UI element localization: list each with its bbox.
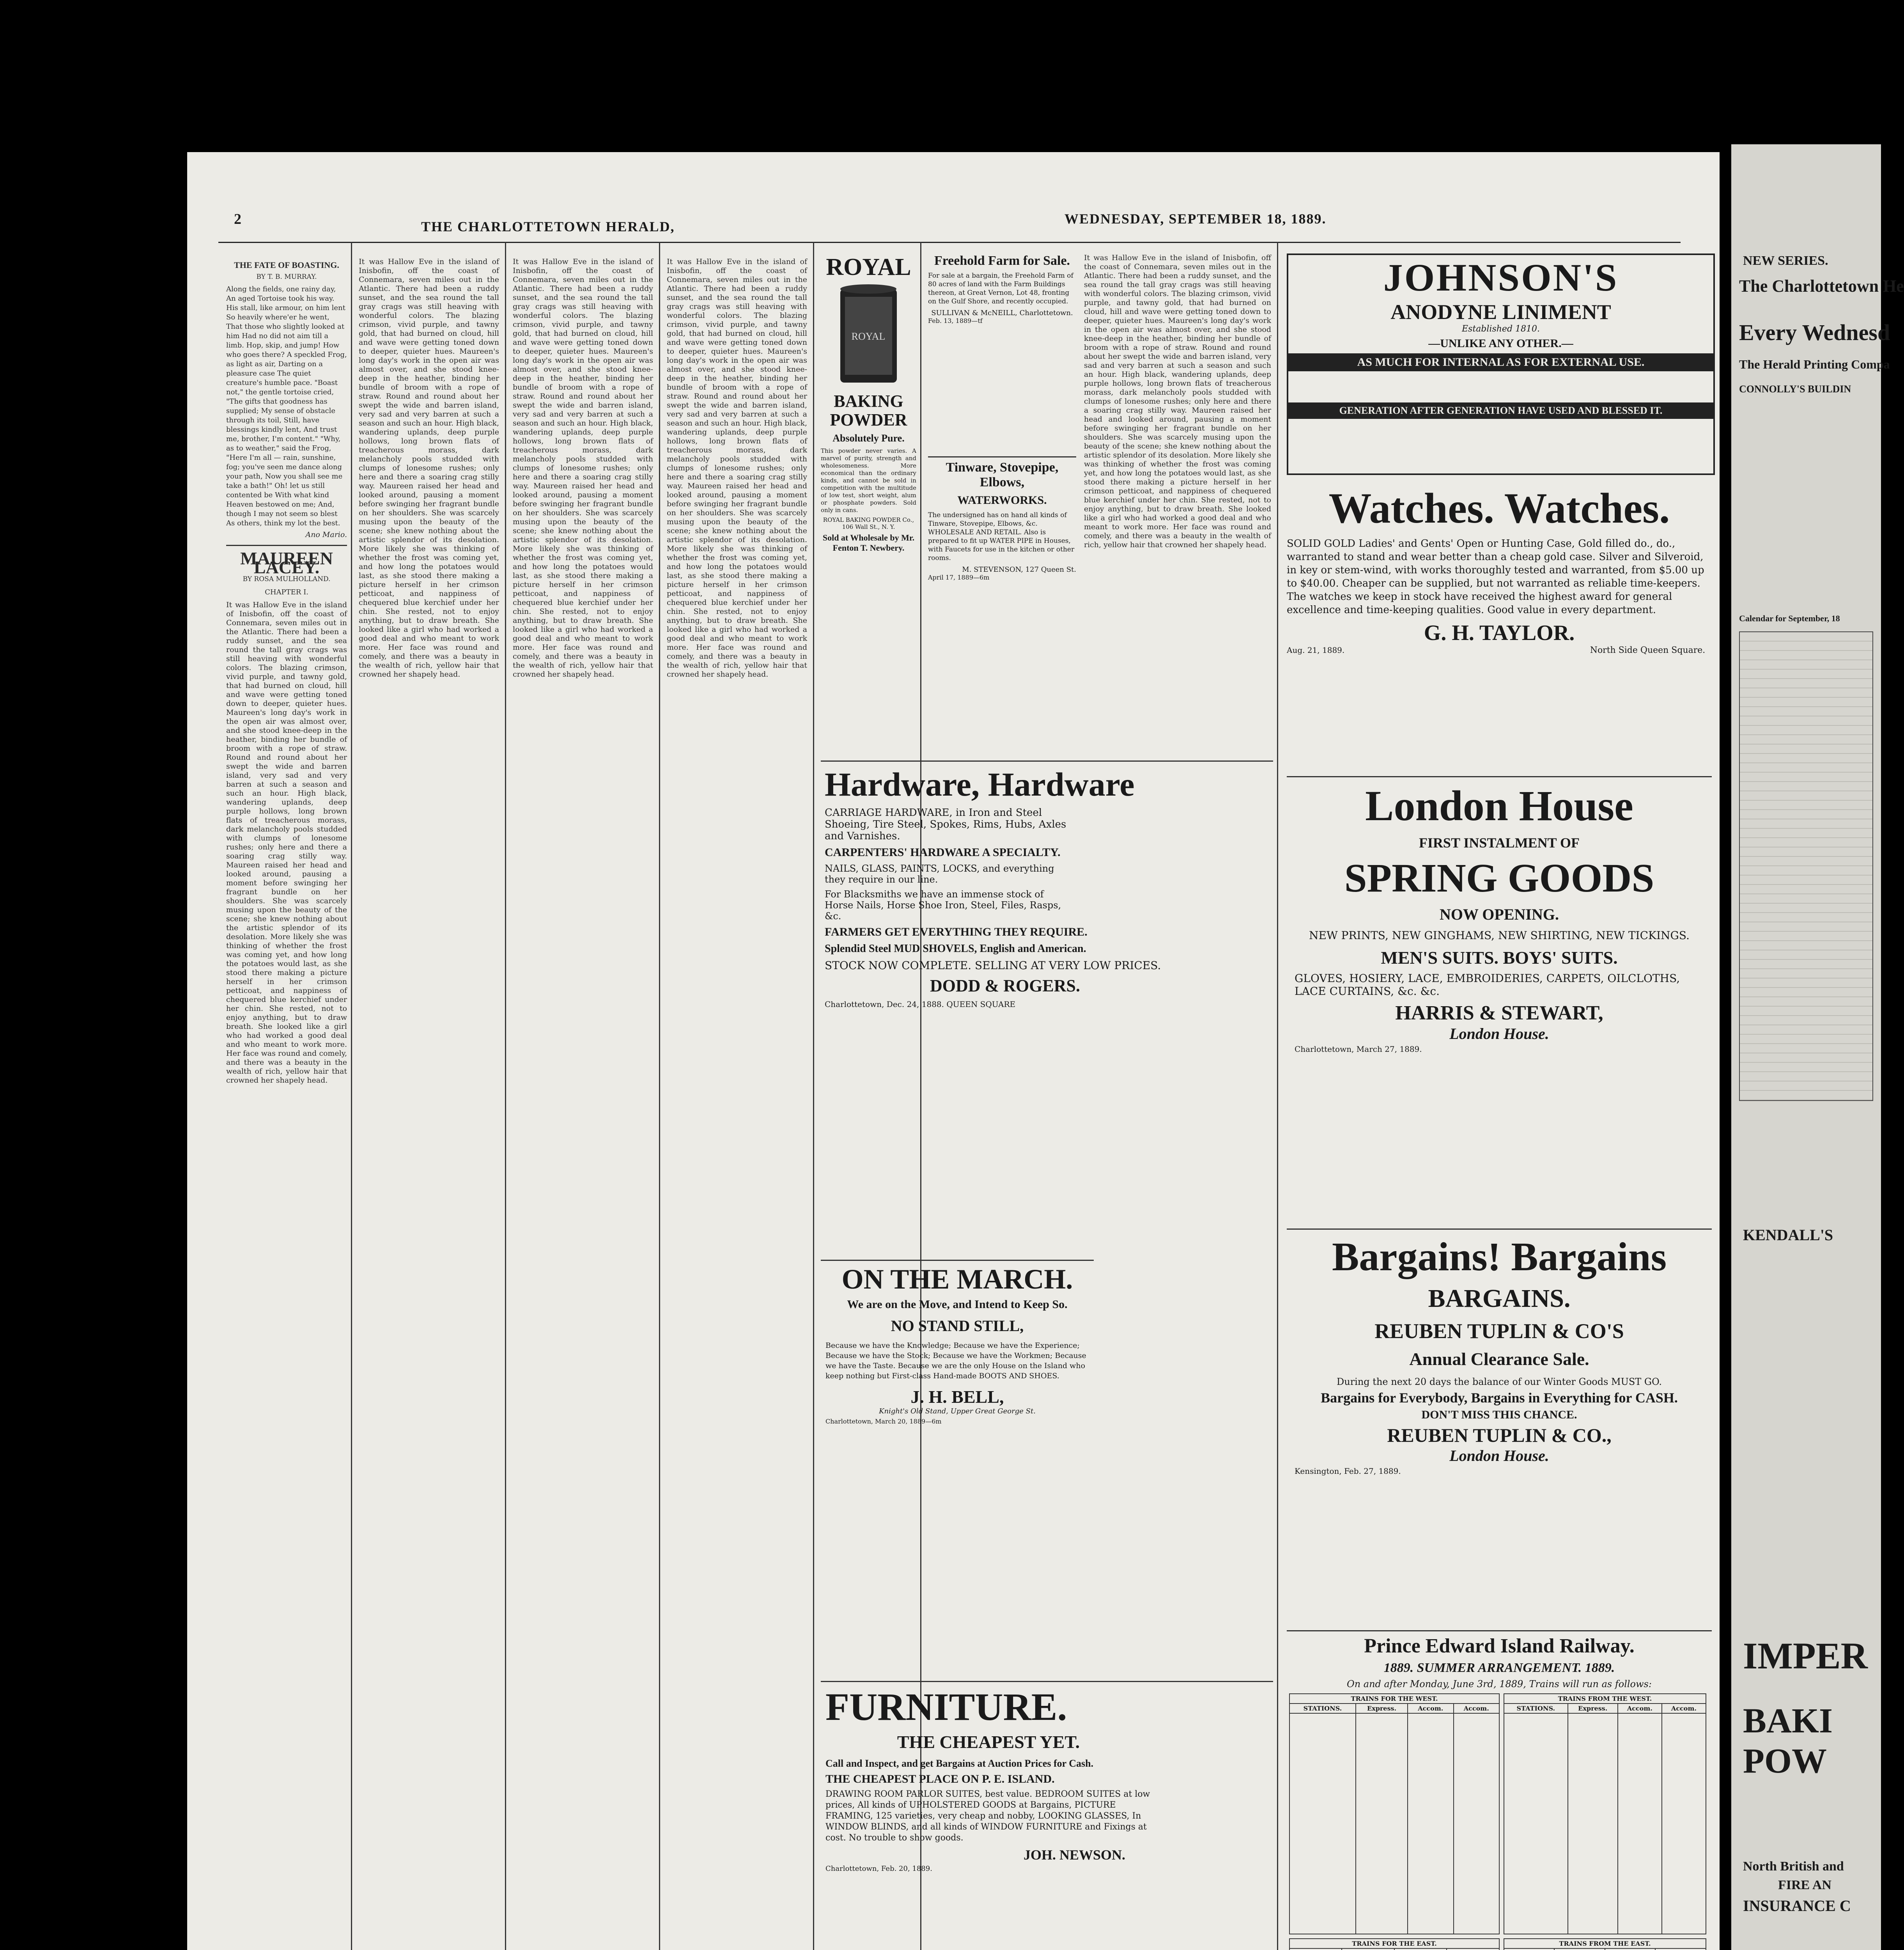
strip-line: INSURANCE C <box>1743 1897 1851 1915</box>
railway-table-west <box>1289 1693 1500 1934</box>
railway-sub: 1889. SUMMER ARRANGEMENT. 1889. <box>1383 1661 1615 1675</box>
furniture-title: FURNITURE. <box>825 1685 1067 1728</box>
bargains-firm: REUBEN TUPLIN & CO'S <box>1374 1319 1624 1343</box>
freehold-ad <box>928 254 1076 457</box>
table-body <box>1618 1713 1662 1934</box>
table-heading: TRAINS FROM THE WEST. <box>1504 1694 1706 1704</box>
royal-ad <box>821 254 916 753</box>
table-body <box>1504 1948 1554 1950</box>
hardware-line5: FARMERS GET EVERYTHING THEY REQUIRE. <box>825 925 1087 938</box>
furniture-sub3: THE CHEAPEST PLACE ON P. E. ISLAND. <box>825 1773 1055 1785</box>
furniture-sub: THE CHEAPEST YET. <box>897 1732 1080 1752</box>
col-header: Accom. <box>1408 1704 1453 1713</box>
johnson-tag: —UNLIKE ANY OTHER.— <box>1428 337 1573 350</box>
story-text: It was Hallow Eve in the island of Inisbofin, off the coast of Connemara, seven miles out in the Atlantic. There had been a ruddy sunset, and the sea round the tall gray crags was still heaving with wonderful colors. The blazing crimson, vivid purple, and tawny gold, that had burned on cloud, hill and wave were getting toned down to deeper, quieter hues. Maureen's long day's work in the open air was almost over, and she stood knee-deep in the heather, binding her bundle of broom with a rope of straw. Round and round about her swept the wide and barren island, very sad and very barren at such a season and such an hour. High black, wandering uplands, deep purple hollows, long brown flats of treacherous morass, dark melancholy pools studded with clumps of lonesome rushes; only here and there a soaring crag stilly way. Maureen raised her head and looked around, pausing a moment before swinging her fragrant bundle on her shoulders. She was scarcely musing upon the beauty of the scene; she knew nothing about the artistic splendor of its desolation. More likely she was thinking of whether the frost was coming yet, and how long the potatoes would last, as she stood there making a picture herself in her crimson petticoat, and nappiness of chequered blue kerchief under her chin. She rested, not to enjoy anything, but to draw breath. She looked like a girl who had worked a good deal and who meant to work more. Her face was round and comely, and there was a beauty in the wealth of rich, yellow hair that crowned her shapely head. <box>226 601 347 1085</box>
poem-text: Along the fields, one rainy day, An aged Tortoise took his way. His stall, like armour, on him lent So heavily where'er he went, That those who slightly looked at him Had no did not aim till a limb. Hop, skip, and jump! How who goes there? A speckled Frog, as light as air, Darting on a pleasure case The quiet creature's humble pace. "Boast not," the gentle tortoise cried, "The gifts that goodness has supplied; My sense of obstacle through its toil, Still, have blessings kindly lent, And trust me, brother, I'm content." "Why, as to weather," said the Frog, "Here I'm all — rain, sunshine, fog; you've seen me dance along your path, Now you shall see me take a bath!" Oh! let us still contented be With what kind Heaven bestowed on me; And, though I may not seem so blest As others, think my lot the best. <box>226 285 347 527</box>
svg-text:ROYAL: ROYAL <box>851 331 886 342</box>
hardware-line4: For Blacksmiths we have an immense stock of Horse Nails, Horse Shoe Iron, Steel, Files, Rasps, &c. <box>825 889 1061 922</box>
london-title: London House <box>1365 782 1633 830</box>
column-1 <box>226 257 347 1950</box>
london-big: SPRING GOODS <box>1344 856 1654 901</box>
royal-body: This powder never varies. A marvel of purity, strength and wholesomeness. More economical than the ordinary kinds, and cannot be sold in competition with the multitude of low test, short weight, alum or phosphate powders. Sold only in cans. <box>821 447 916 514</box>
column-3 <box>513 257 653 1950</box>
issue-date: WEDNESDAY, SEPTEMBER 18, 1889. <box>1064 211 1327 227</box>
royal-brand-bottom: BAKING POWDER <box>830 392 907 429</box>
divider <box>226 545 347 546</box>
table-heading: TRAINS FROM THE EAST. <box>1504 1939 1706 1948</box>
johnson-sub: ANODYNE LINIMENT <box>1390 300 1611 324</box>
freehold-body: For sale at a bargain, the Freehold Farm of 80 acres of land with the Farm Buildings thereon, at Great Vernon, Lot 48, fronting on the Gulf Shore, and recently occupied. <box>928 272 1073 305</box>
london-opening: NOW OPENING. <box>1440 906 1559 923</box>
railway-ad <box>1287 1630 1712 1950</box>
hardware-line2: CARPENTERS' HARDWARE A SPECIALTY. <box>825 846 1061 859</box>
watches-title: Watches. Watches. <box>1328 484 1670 532</box>
paper-name: THE CHARLOTTETOWN HERALD, <box>421 219 675 234</box>
strip-line: FIRE AN <box>1778 1878 1831 1892</box>
col-header: Accom. <box>1662 1704 1706 1713</box>
story-text-cont: It was Hallow Eve in the island of Inisbofin, off the coast of Connemara, seven miles out in the Atlantic. There had been a ruddy sunset, and the sea round the tall gray crags was still heaving with wonderful colors. The blazing crimson, vivid purple, and tawny gold, that had burned on cloud, hill and wave were getting toned down to deeper, quieter hues. Maureen's long day's work in the open air was almost over, and she stood knee-deep in the heather, binding her bundle of broom with a rope of straw. Round and round about her swept the wide and barren island, very sad and very barren at such a season and such an hour. High black, wandering uplands, deep purple hollows, long brown flats of treacherous morass, dark melancholy pools studded with clumps of lonesome rushes; only here and there a soaring crag stilly way. Maureen raised her head and looked around, pausing a moment before swinging her fragrant bundle on her shoulders. She was scarcely musing upon the beauty of the scene; she knew nothing about the artistic splendor of its desolation. More likely she was thinking of whether the frost was coming yet, and how long the potatoes would last, as she stood there making a picture herself in her crimson petticoat, and nappiness of chequered blue kerchief under her chin. She rested, not to enjoy anything, but to draw breath. She looked like a girl who had worked a good deal and who meant to work more. Her face was round and comely, and there was a beauty in the wealth of rich, yellow hair that crowned her shapely head. <box>667 257 807 679</box>
strip-line: KENDALL'S <box>1743 1226 1833 1244</box>
story-text-cont: It was Hallow Eve in the island of Inisbofin, off the coast of Connemara, seven miles out in the Atlantic. There had been a ruddy sunset, and the sea round the tall gray crags was still heaving with wonderful colors. The blazing crimson, vivid purple, and tawny gold, that had burned on cloud, hill and wave were getting toned down to deeper, quieter hues. Maureen's long day's work in the open air was almost over, and she stood knee-deep in the heather, binding her bundle of broom with a rope of straw. Round and round about her swept the wide and barren island, very sad and very barren at such a season and such an hour. High black, wandering uplands, deep purple hollows, long brown flats of treacherous morass, dark melancholy pools studded with clumps of lonesome rushes; only here and there a soaring crag stilly way. Maureen raised her head and looked around, pausing a moment before swinging her fragrant bundle on her shoulders. She was scarcely musing upon the beauty of the scene; she knew nothing about the artistic splendor of its desolation. More likely she was thinking of whether the frost was coming yet, and how long the potatoes would last, as she stood there making a picture herself in her crimson petticoat, and nappiness of chequered blue kerchief under her chin. She rested, not to enjoy anything, but to draw breath. She looked like a girl who had worked a good deal and who meant to work more. Her face was round and comely, and there was a beauty in the wealth of rich, yellow hair that crowned her shapely head. <box>1084 254 1271 549</box>
watches-ad <box>1287 484 1712 768</box>
col-header: Accom. <box>1618 1704 1662 1713</box>
table-body <box>1342 1948 1394 1950</box>
story-text-cont: It was Hallow Eve in the island of Inisbofin, off the coast of Connemara, seven miles out in the Atlantic. There had been a ruddy sunset, and the sea round the tall gray crags was still heaving with wonderful colors. The blazing crimson, vivid purple, and tawny gold, that had burned on cloud, hill and wave were getting toned down to deeper, quieter hues. Maureen's long day's work in the open air was almost over, and she stood knee-deep in the heather, binding her bundle of broom with a rope of straw. Round and round about her swept the wide and barren island, very sad and very barren at such a season and such an hour. High black, wandering uplands, deep purple hollows, long brown flats of treacherous morass, dark melancholy pools studded with clumps of lonesome rushes; only here and there a soaring crag stilly way. Maureen raised her head and looked around, pausing a moment before swinging her fragrant bundle on her shoulders. She was scarcely musing upon the beauty of the scene; she knew nothing about the artistic splendor of its desolation. More likely she was thinking of whether the frost was coming yet, and how long the potatoes would last, as she stood there making a picture herself in her crimson petticoat, and nappiness of chequered blue kerchief under her chin. She rested, not to enjoy anything, but to draw breath. She looked like a girl who had worked a good deal and who meant to work more. Her face was round and comely, and there was a beauty in the wealth of rich, yellow hair that crowned her shapely head. <box>359 257 499 679</box>
page-number: 2 <box>234 211 241 227</box>
watches-place: North Side Queen Square. <box>1590 645 1706 655</box>
story-author: BY ROSA MULHOLLAND. <box>243 575 331 583</box>
tinware-date: April 17, 1889—6m <box>928 574 990 581</box>
furniture-date: Charlottetown, Feb. 20, 1889. <box>825 1865 932 1873</box>
tinware-signer: M. STEVENSON, 127 Queen St. <box>962 566 1076 574</box>
table-body <box>1454 1713 1499 1934</box>
table-body <box>1662 1713 1706 1934</box>
watches-signer: G. H. TAYLOR. <box>1424 621 1575 645</box>
march-date: Charlottetown, March 20, 1889—6m <box>825 1418 942 1425</box>
johnson-est: Established 1810. <box>1462 324 1540 334</box>
freehold-title: Freehold Farm for Sale. <box>934 254 1070 268</box>
bargains-title: Bargains! Bargains <box>1332 1234 1667 1279</box>
hardware-ad <box>821 760 1273 1257</box>
bargains-ad <box>1287 1228 1712 1624</box>
story-title: MAUREEN LACEY. <box>240 548 333 577</box>
strip-calendar <box>1739 631 1873 1101</box>
poem-title: THE FATE OF BOASTING. <box>234 260 339 270</box>
table-body <box>1504 1713 1568 1934</box>
freehold-date: Feb. 13, 1889—tf <box>928 317 983 324</box>
table-body <box>1289 1948 1342 1950</box>
masthead-rule <box>218 242 1681 243</box>
column-rule <box>659 242 660 1950</box>
table-body <box>1289 1713 1356 1934</box>
table-body <box>1605 1948 1655 1950</box>
table-body <box>1447 1948 1499 1950</box>
watches-date: Aug. 21, 1889. <box>1287 645 1345 655</box>
hardware-firm: DODD & ROGERS. <box>930 976 1080 995</box>
table-heading: TRAINS FOR THE WEST. <box>1289 1694 1499 1704</box>
railway-title: Prince Edward Island Railway. <box>1364 1635 1635 1657</box>
column-2 <box>359 257 499 1950</box>
hardware-title: Hardware, Hardware <box>825 766 1135 803</box>
johnson-ad <box>1287 254 1715 475</box>
march-body: Because we have the Knowledge; Because we have the Experience; Because we have the Stock; Because we have the Workmen; Because we have the Taste. Because we are the only House on the Island who keep nothing but First-class Hand-made BOOTS AND SHOES. <box>825 1341 1086 1380</box>
col-header: STATIONS. <box>1289 1704 1356 1713</box>
royal-tagline: Absolutely Pure. <box>832 433 905 444</box>
newspaper-page <box>187 152 1720 1950</box>
strip-line: North British and <box>1743 1859 1844 1874</box>
london-house: London House. <box>1449 1025 1549 1042</box>
bargains-l3: DON'T MISS THIS CHANCE. <box>1421 1408 1577 1421</box>
railway-note: On and after Monday, June 3rd, 1889, Trains will run as follows: <box>1347 1679 1652 1689</box>
johnson-title: JOHNSON'S <box>1383 256 1619 299</box>
watches-body: SOLID GOLD Ladies' and Gents' Open or Hunting Case, Gold filled do., do., warranted to stand and wear better than a cheap gold case. Silver and Silveroid, in key or stem-wind, with works thoroughly tested and warranted, from $5.00 up to $40.00. Cheaper can be supplied, but not warranted as reliable time-keepers. The watches we keep in stock have received the highest award for general excellence and time-keeping qualities. Good value in every department. <box>1287 538 1704 616</box>
column-rule <box>813 242 814 1950</box>
bargains-signer: REUBEN TUPLIN & CO., <box>1387 1424 1612 1446</box>
london-l3: GLOVES, HOSIERY, LACE, EMBROIDERIES, CARPETS, OILCLOTHS, LACE CURTAINS, &c. &c. <box>1295 972 1680 998</box>
march-address: Knight's Old Stand, Upper Great George St. <box>879 1407 1036 1415</box>
furniture-sub2: Call and Inspect, and get Bargains at Auction Prices for Cash. <box>825 1758 1094 1769</box>
bargains-sub: BARGAINS. <box>1428 1284 1571 1313</box>
strip-line: NEW SERIES. <box>1743 254 1828 268</box>
bargains-date: Kensington, Feb. 27, 1889. <box>1295 1466 1401 1476</box>
london-l1: NEW PRINTS, NEW GINGHAMS, NEW SHIRTING, NEW TICKINGS. <box>1309 929 1690 942</box>
table-body <box>1554 1948 1605 1950</box>
railway-table-from-east <box>1504 1938 1706 1950</box>
furniture-ad <box>821 1681 1273 1950</box>
london-ad <box>1287 776 1712 1222</box>
royal-sold: Sold at Wholesale by Mr. Fenton T. Newbery. <box>822 533 915 553</box>
johnson-body: AS MUCH FOR INTERNAL AS FOR EXTERNAL USE. <box>1288 353 1713 371</box>
london-date: Charlottetown, March 27, 1889. <box>1295 1044 1422 1054</box>
furniture-body: DRAWING ROOM PARLOR SUITES, best value. BEDROOM SUITES at low prices, All kinds of UPHOLSTERED GOODS at Bargains, PICTURE FRAMING, 125 varieties, very cheap and nobby, LOOKING GLASSES, In WINDOW BLINDS, and all kinds of WINDOW FURNITURE and Fixings at cost. No trouble to show goods. <box>825 1789 1150 1843</box>
march-ad <box>821 1260 1094 1678</box>
col-header: Accom. <box>1454 1704 1499 1713</box>
story-chapter: CHAPTER I. <box>265 588 308 596</box>
story-text-cont: It was Hallow Eve in the island of Inisbofin, off the coast of Connemara, seven miles out in the Atlantic. There had been a ruddy sunset, and the sea round the tall gray crags was still heaving with wonderful colors. The blazing crimson, vivid purple, and tawny gold, that had burned on cloud, hill and wave were getting toned down to deeper, quieter hues. Maureen's long day's work in the open air was almost over, and she stood knee-deep in the heather, binding her bundle of broom with a rope of straw. Round and round about her swept the wide and barren island, very sad and very barren at such a season and such an hour. High black, wandering uplands, deep purple hollows, long brown flats of treacherous morass, dark melancholy pools studded with clumps of lonesome rushes; only here and there a soaring crag stilly way. Maureen raised her head and looked around, pausing a moment before swinging her fragrant bundle on her shoulders. She was scarcely musing upon the beauty of the scene; she knew nothing about the artistic splendor of its desolation. More likely she was thinking of whether the frost was coming yet, and how long the potatoes would last, as she stood there making a picture herself in her crimson petticoat, and nappiness of chequered blue kerchief under her chin. She rested, not to enjoy anything, but to draw breath. She looked like a girl who had worked a good deal and who meant to work more. Her face was round and comely, and there was a beauty in the wealth of rich, yellow hair that crowned her shapely head. <box>513 257 653 679</box>
poem-author: BY T. B. MURRAY. <box>256 273 317 281</box>
freehold-contact: SULLIVAN & McNEILL, Charlottetown. <box>931 309 1073 317</box>
march-sub: We are on the Move, and Intend to Keep So. <box>847 1298 1068 1311</box>
tinware-body: The undersigned has on hand all kinds of Tinware, Stovepipe, Elbows, &c. WHOLESALE AND RETAIL. Also is prepared to fit up WATER PIPE in Houses, with Faucets for use in the kitchen or other rooms. <box>928 511 1075 562</box>
hardware-line6: Splendid Steel MUD SHOVELS, English and American. <box>825 943 1086 955</box>
baking-powder-can-icon <box>821 281 916 390</box>
poem-signature: Ano Mario. <box>305 530 347 539</box>
col-header: Express. <box>1568 1704 1618 1713</box>
hardware-line3: NAILS, GLASS, PAINTS, LOCKS, and everything they require in our line. <box>825 863 1054 885</box>
col-header: STATIONS. <box>1504 1704 1568 1713</box>
march-sub2: NO STAND STILL, <box>891 1317 1024 1335</box>
royal-maker: ROYAL BAKING POWDER Co., 106 Wall St., N. Y. <box>823 516 914 530</box>
railway-table-from-west <box>1504 1693 1706 1934</box>
table-body <box>1408 1713 1453 1934</box>
strip-line: Every Wednesd <box>1739 320 1890 345</box>
strip-line: POW <box>1743 1742 1827 1780</box>
march-signer: J. H. BELL, <box>910 1387 1004 1407</box>
hardware-line1: CARRIAGE HARDWARE, in Iron and Steel Shoeing, Tire Steel, Spokes, Rims, Hubs, Axles and Varnishes. <box>825 807 1066 842</box>
strip-line: Calendar for September, 18 <box>1739 613 1840 623</box>
strip-line: BAKI <box>1743 1702 1833 1740</box>
tinware-ad <box>928 460 1076 749</box>
royal-brand-top: ROYAL <box>826 254 911 280</box>
column-rule <box>351 242 352 1950</box>
bargains-sale: Annual Clearance Sale. <box>1409 1349 1589 1369</box>
table-body <box>1568 1713 1618 1934</box>
bargains-l1: During the next 20 days the balance of our Winter Goods MUST GO. <box>1337 1376 1662 1387</box>
column-rule <box>1277 242 1278 1950</box>
col-header: Express. <box>1356 1704 1408 1713</box>
tinware-sub: WATERWORKS. <box>957 494 1047 507</box>
london-l2: MEN'S SUITS. BOYS' SUITS. <box>1381 948 1618 968</box>
railway-table-east <box>1289 1938 1500 1950</box>
table-body <box>1655 1948 1706 1950</box>
table-body <box>1356 1713 1408 1934</box>
column-rule <box>505 242 506 1950</box>
strip-line: CONNOLLY'S BUILDIN <box>1739 383 1851 395</box>
london-sub: FIRST INSTALMENT OF <box>1419 835 1580 851</box>
adjacent-page-strip <box>1731 144 1904 1950</box>
strip-line: The Charlottetown He <box>1739 277 1904 296</box>
column-4 <box>667 257 807 1950</box>
bargains-house: London House. <box>1449 1447 1549 1464</box>
tinware-title: Tinware, Stovepipe, Elbows, <box>946 460 1059 489</box>
strip-line: The Herald Printing Compa <box>1739 357 1890 371</box>
bargains-l2: Bargains for Everybody, Bargains in Everything for CASH. <box>1321 1390 1678 1406</box>
johnson-foot: GENERATION AFTER GENERATION HAVE USED AND BLESSED IT. <box>1288 402 1713 419</box>
hardware-place: Charlottetown, Dec. 24, 1888. QUEEN SQUARE <box>825 1000 1016 1009</box>
table-body <box>1394 1948 1447 1950</box>
hardware-line7: STOCK NOW COMPLETE. SELLING AT VERY LOW PRICES. <box>825 959 1161 972</box>
furniture-signer: JOH. NEWSON. <box>1024 1847 1126 1863</box>
table-heading: TRAINS FOR THE EAST. <box>1289 1939 1499 1948</box>
march-title: ON THE MARCH. <box>841 1264 1073 1295</box>
strip-line: IMPER <box>1743 1635 1868 1677</box>
london-firm: HARRIS & STEWART, <box>1395 1002 1603 1024</box>
